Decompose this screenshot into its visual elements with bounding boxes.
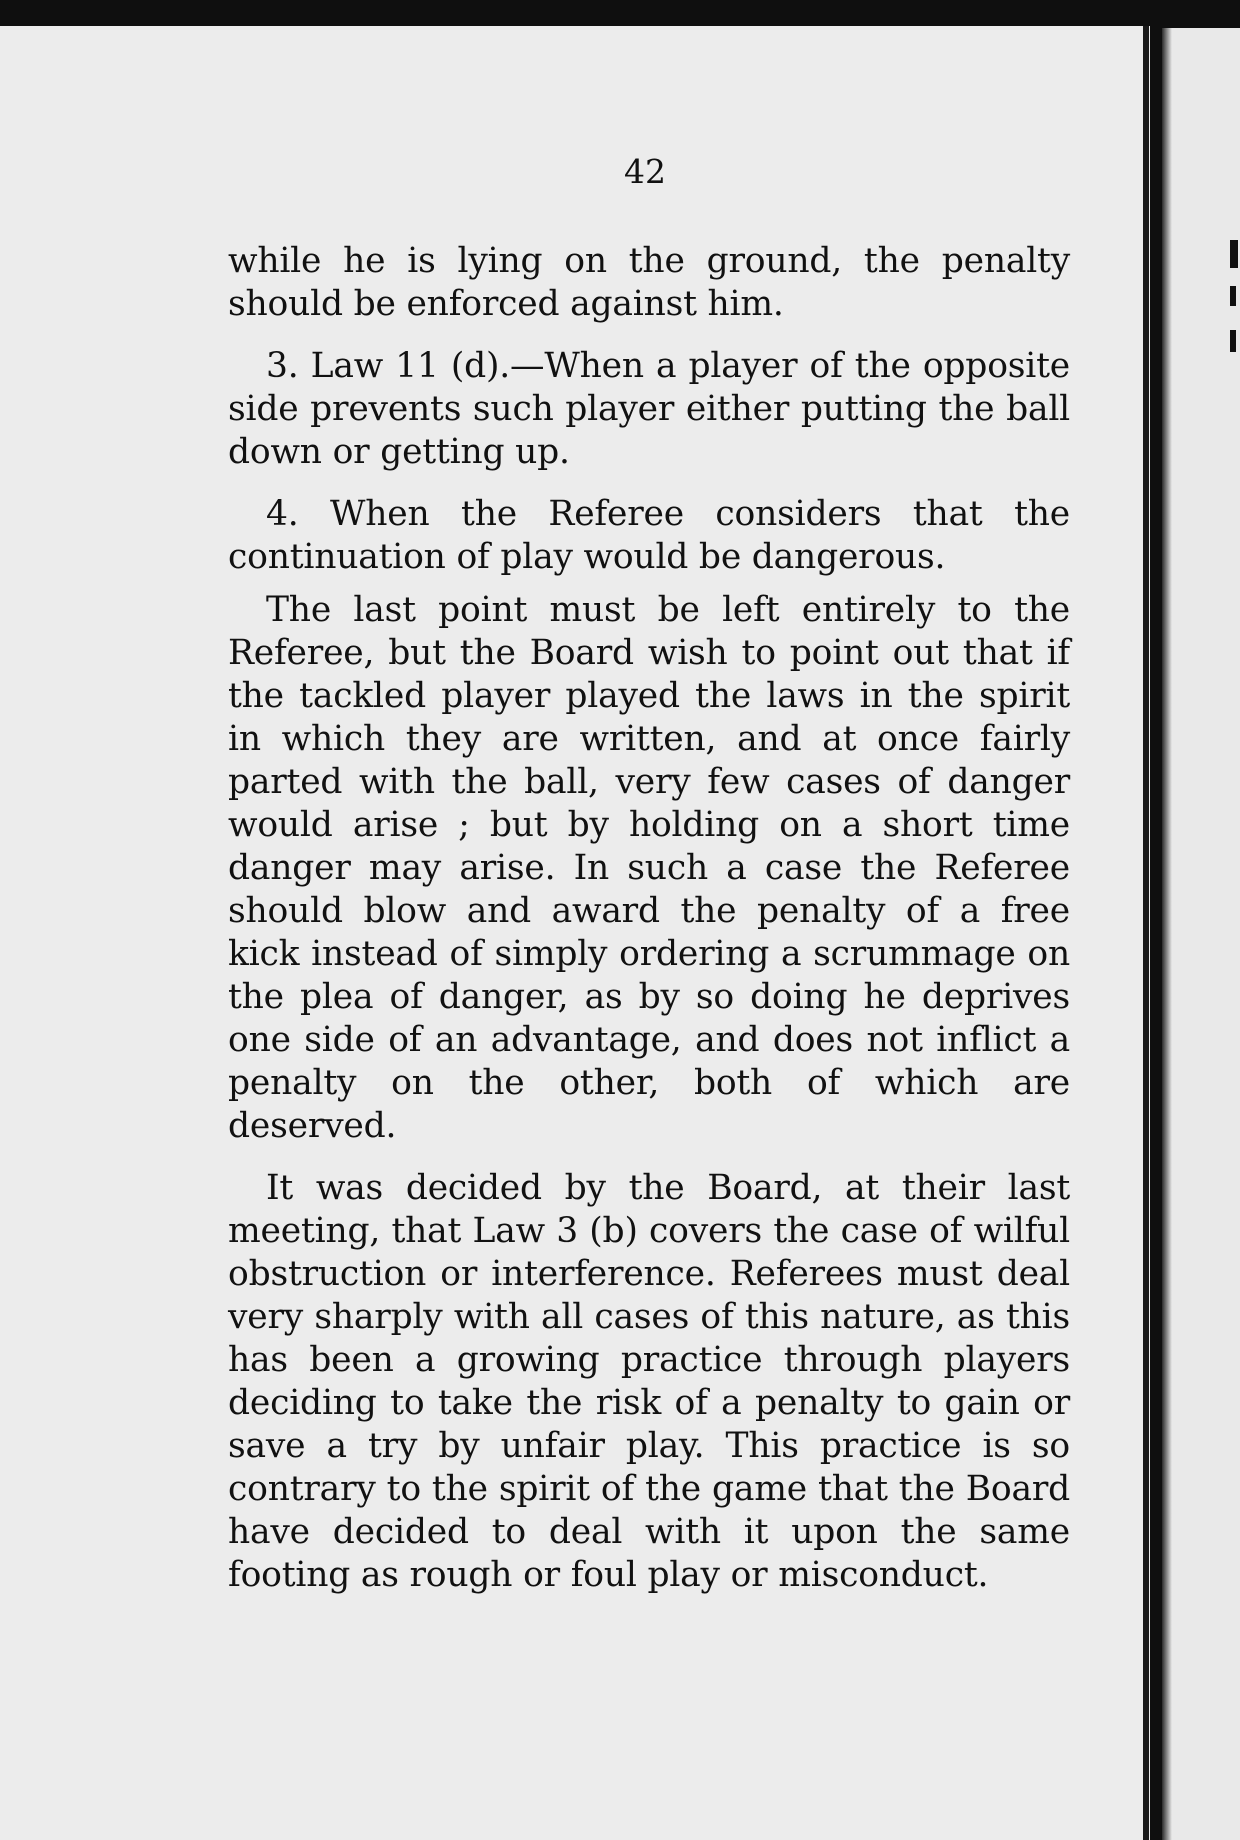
facing-page-ink-mark: [1230, 330, 1236, 352]
facing-page-ink-mark: [1230, 286, 1236, 306]
facing-page-ink-mark: [1230, 240, 1238, 268]
paragraph-law-11d: 3. Law 11 (d).—When a player of the opposite side prevents such player either putting the ball down or getting up.: [228, 346, 1070, 472]
page-number: 42: [624, 152, 666, 191]
paragraph-obstruction: It was decided by the Board, at their last meeting, that Law 3 (b) covers the case of wilful obstruction or interference. Referees must deal very sharply with all cases of this nature, as this has been a growing practice through players deciding to take the risk of a penalty to gain or save a try by unfair play. This practice is so contrary to the spirit of the game that the Board have decided to deal with it upon the same footing as rough or foul play or misconduct.: [228, 1168, 1070, 1595]
paragraph-dangerous-play: 4. When the Referee considers that the continuation of play would be dangerous.: [228, 494, 1070, 577]
paragraph-referee-discretion: The last point must be left entirely to the Referee, but the Board wish to point out that if the tackled player played the laws in the spirit in which they are written, and at once fairly parted with the ball, very few cases of danger would arise ; but by holding on a short time danger may arise. In such a case the Referee should blow and award the penalty of a free kick instead of simply ordering a scrummage on the plea of danger, as by so doing he deprives one side of an advantage, and does not inflict a penalty on the other, both of which are deserved.: [228, 590, 1070, 1146]
page-gutter: [1143, 26, 1149, 1840]
facing-page-shadow: [1162, 28, 1172, 1840]
page-body-text: [228, 240, 1070, 1597]
facing-page-edge: [1162, 28, 1240, 1840]
paragraph-continuation: while he is lying on the ground, the penalty should be enforced against him.: [228, 241, 1070, 324]
